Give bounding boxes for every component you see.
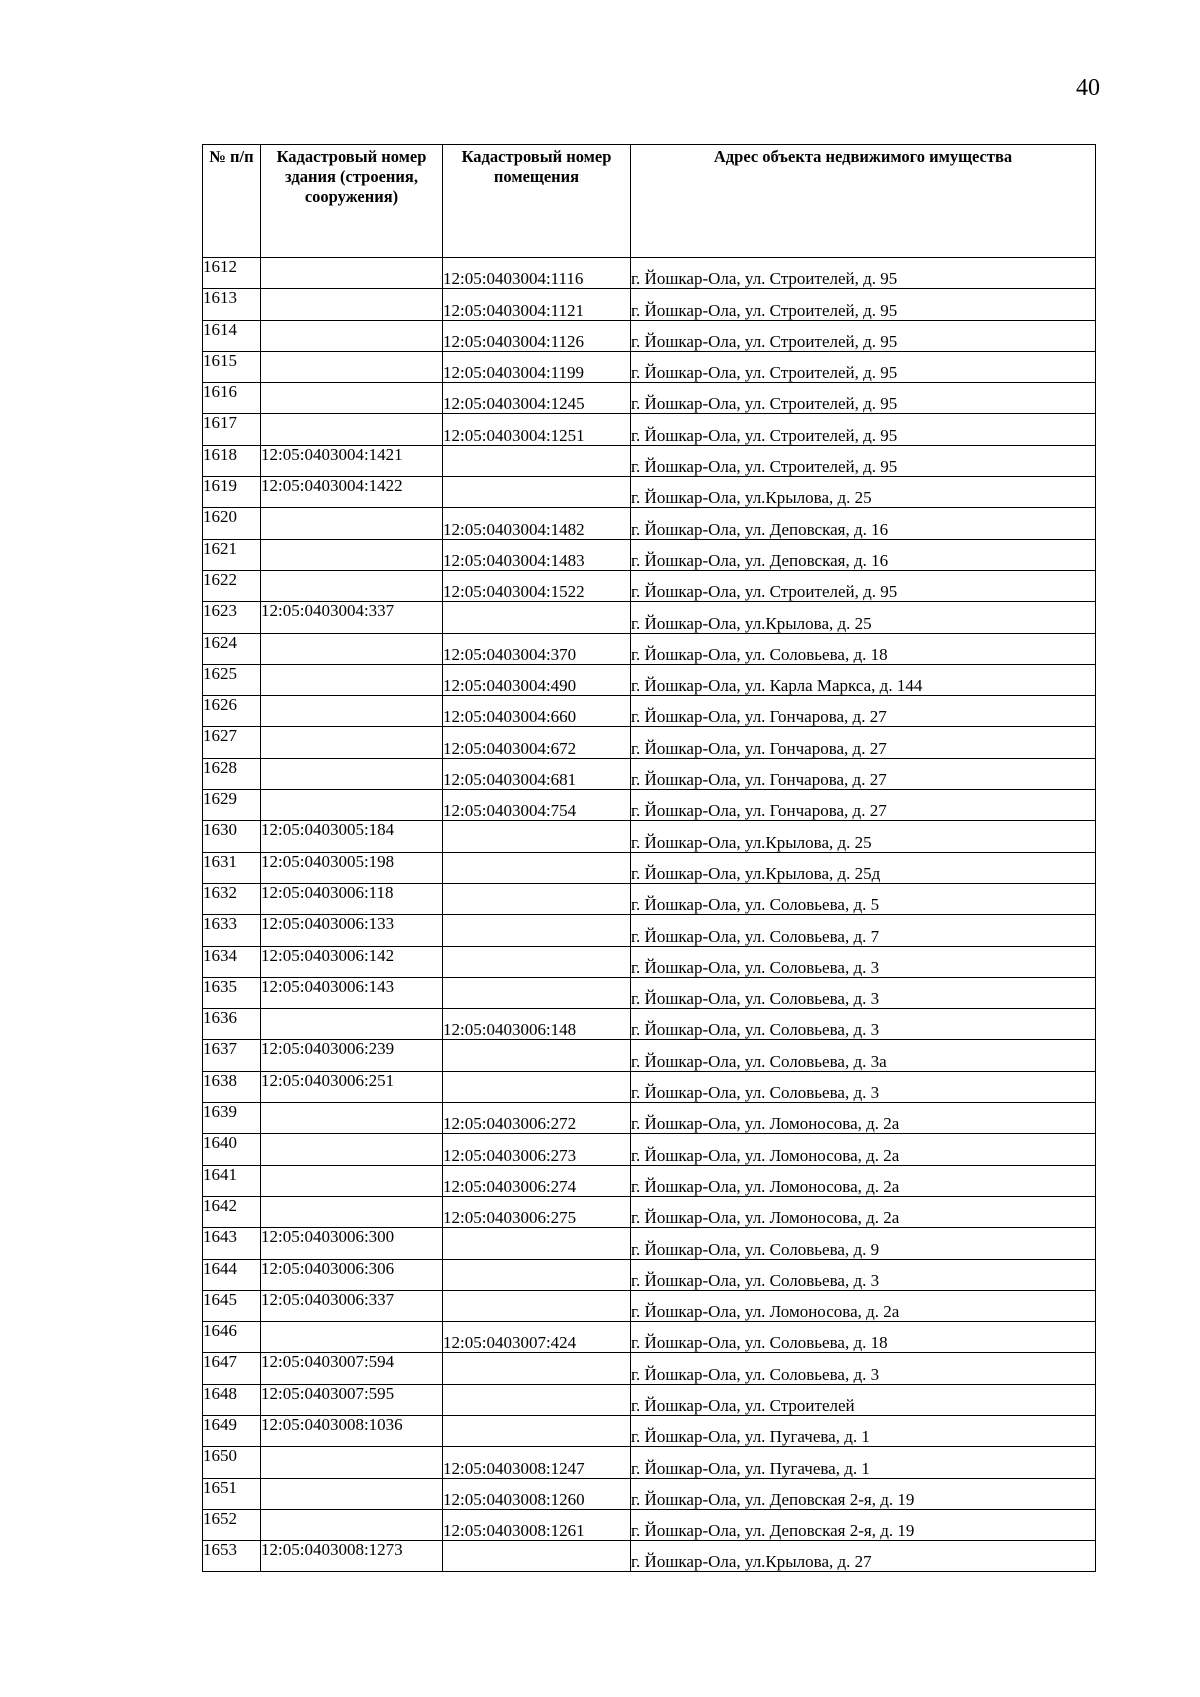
address-cell: г. Йошкар-Ола, ул. Пугачева, д. 1 <box>631 1447 1096 1478</box>
address-cell: г. Йошкар-Ола, ул. Ломоносова, д. 2а <box>631 1165 1096 1196</box>
building-cadastral-number-cell: 12:05:0403004:1421 <box>261 445 443 476</box>
row-number-cell: 1632 <box>203 883 261 914</box>
address-cell: г. Йошкар-Ола, ул. Гончарова, д. 27 <box>631 758 1096 789</box>
building-cadastral-number-cell: 12:05:0403007:595 <box>261 1384 443 1415</box>
room-cadastral-number-cell: 12:05:0403004:1199 <box>443 351 631 382</box>
room-cadastral-number-cell <box>443 977 631 1008</box>
building-cadastral-number-cell: 12:05:0403004:1422 <box>261 477 443 508</box>
room-cadastral-number-cell: 12:05:0403007:424 <box>443 1322 631 1353</box>
row-number-cell: 1630 <box>203 821 261 852</box>
room-cadastral-number-cell <box>443 1290 631 1321</box>
header-property-address: Адрес объекта недвижимого имущества <box>631 145 1096 258</box>
address-cell: г. Йошкар-Ола, ул. Соловьева, д. 18 <box>631 1322 1096 1353</box>
address-cell: г. Йошкар-Ола, ул. Строителей, д. 95 <box>631 445 1096 476</box>
room-cadastral-number-cell: 12:05:0403006:274 <box>443 1165 631 1196</box>
table-row <box>203 539 1096 570</box>
building-cadastral-number-cell <box>261 508 443 539</box>
building-cadastral-number-cell <box>261 258 443 289</box>
table-row <box>203 1509 1096 1540</box>
row-number-cell: 1620 <box>203 508 261 539</box>
building-cadastral-number-cell <box>261 414 443 445</box>
row-number-cell: 1613 <box>203 289 261 320</box>
room-cadastral-number-cell: 12:05:0403008:1260 <box>443 1478 631 1509</box>
room-cadastral-number-cell <box>443 915 631 946</box>
table-row <box>203 852 1096 883</box>
table-row <box>203 633 1096 664</box>
row-number-cell: 1622 <box>203 570 261 601</box>
header-room-cadastral-number: Кадастровый номер помещения <box>443 145 631 258</box>
row-number-cell: 1642 <box>203 1196 261 1227</box>
row-number-cell: 1639 <box>203 1103 261 1134</box>
room-cadastral-number-cell <box>443 1228 631 1259</box>
row-number-cell: 1652 <box>203 1509 261 1540</box>
address-cell: г. Йошкар-Ола, ул. Строителей, д. 95 <box>631 570 1096 601</box>
table-row <box>203 790 1096 821</box>
room-cadastral-number-cell: 12:05:0403004:1116 <box>443 258 631 289</box>
building-cadastral-number-cell <box>261 633 443 664</box>
table-row <box>203 477 1096 508</box>
building-cadastral-number-cell: 12:05:0403008:1036 <box>261 1415 443 1446</box>
building-cadastral-number-cell: 12:05:0403006:142 <box>261 946 443 977</box>
building-cadastral-number-cell <box>261 790 443 821</box>
building-cadastral-number-cell <box>261 351 443 382</box>
address-cell: г. Йошкар-Ола, ул. Строителей, д. 95 <box>631 414 1096 445</box>
address-cell: г. Йошкар-Ола, ул. Соловьева, д. 3 <box>631 1353 1096 1384</box>
building-cadastral-number-cell: 12:05:0403004:337 <box>261 602 443 633</box>
room-cadastral-number-cell <box>443 946 631 977</box>
room-cadastral-number-cell <box>443 852 631 883</box>
address-cell: г. Йошкар-Ола, ул. Соловьева, д. 3 <box>631 1071 1096 1102</box>
row-number-cell: 1636 <box>203 1009 261 1040</box>
table-row <box>203 1071 1096 1102</box>
row-number-cell: 1649 <box>203 1415 261 1446</box>
room-cadastral-number-cell: 12:05:0403004:1121 <box>443 289 631 320</box>
room-cadastral-number-cell: 12:05:0403008:1247 <box>443 1447 631 1478</box>
address-cell: г. Йошкар-Ола, ул. Соловьева, д. 18 <box>631 633 1096 664</box>
address-cell: г. Йошкар-Ола, ул. Соловьева, д. 3 <box>631 1009 1096 1040</box>
table-row <box>203 1353 1096 1384</box>
row-number-cell: 1644 <box>203 1259 261 1290</box>
table-row <box>203 1228 1096 1259</box>
row-number-cell: 1631 <box>203 852 261 883</box>
row-number-cell: 1647 <box>203 1353 261 1384</box>
building-cadastral-number-cell <box>261 1009 443 1040</box>
property-registry-table <box>202 144 1096 1572</box>
table-body <box>203 258 1096 1572</box>
address-cell: г. Йошкар-Ола, ул.Крылова, д. 25д <box>631 852 1096 883</box>
table-row <box>203 1384 1096 1415</box>
building-cadastral-number-cell <box>261 289 443 320</box>
table-row <box>203 1447 1096 1478</box>
row-number-cell: 1640 <box>203 1134 261 1165</box>
room-cadastral-number-cell <box>443 602 631 633</box>
room-cadastral-number-cell <box>443 1071 631 1102</box>
page-number: 40 <box>1076 75 1100 101</box>
table-row <box>203 727 1096 758</box>
building-cadastral-number-cell <box>261 1196 443 1227</box>
building-cadastral-number-cell: 12:05:0403006:239 <box>261 1040 443 1071</box>
table-row <box>203 977 1096 1008</box>
address-cell: г. Йошкар-Ола, ул. Ломоносова, д. 2а <box>631 1290 1096 1321</box>
table-row <box>203 696 1096 727</box>
address-cell: г. Йошкар-Ола, ул. Пугачева, д. 1 <box>631 1415 1096 1446</box>
building-cadastral-number-cell: 12:05:0403006:337 <box>261 1290 443 1321</box>
table-row <box>203 258 1096 289</box>
building-cadastral-number-cell <box>261 539 443 570</box>
room-cadastral-number-cell <box>443 1541 631 1572</box>
row-number-cell: 1612 <box>203 258 261 289</box>
room-cadastral-number-cell: 12:05:0403004:681 <box>443 758 631 789</box>
building-cadastral-number-cell <box>261 570 443 601</box>
table-row <box>203 383 1096 414</box>
table-row <box>203 758 1096 789</box>
row-number-cell: 1619 <box>203 477 261 508</box>
table-header <box>203 145 1096 258</box>
row-number-cell: 1650 <box>203 1447 261 1478</box>
row-number-cell: 1651 <box>203 1478 261 1509</box>
table-row <box>203 289 1096 320</box>
row-number-cell: 1614 <box>203 320 261 351</box>
address-cell: г. Йошкар-Ола, ул. Деповская, д. 16 <box>631 508 1096 539</box>
row-number-cell: 1617 <box>203 414 261 445</box>
address-cell: г. Йошкар-Ола, ул. Строителей, д. 95 <box>631 383 1096 414</box>
table-row <box>203 1040 1096 1071</box>
table-row <box>203 664 1096 695</box>
room-cadastral-number-cell: 12:05:0403004:1245 <box>443 383 631 414</box>
building-cadastral-number-cell <box>261 727 443 758</box>
table-row <box>203 946 1096 977</box>
table-row <box>203 821 1096 852</box>
building-cadastral-number-cell: 12:05:0403006:300 <box>261 1228 443 1259</box>
room-cadastral-number-cell <box>443 883 631 914</box>
row-number-cell: 1646 <box>203 1322 261 1353</box>
table-row <box>203 1322 1096 1353</box>
address-cell: г. Йошкар-Ола, ул. Соловьева, д. 3а <box>631 1040 1096 1071</box>
room-cadastral-number-cell: 12:05:0403004:1482 <box>443 508 631 539</box>
building-cadastral-number-cell <box>261 1447 443 1478</box>
building-cadastral-number-cell: 12:05:0403006:118 <box>261 883 443 914</box>
row-number-cell: 1635 <box>203 977 261 1008</box>
room-cadastral-number-cell <box>443 445 631 476</box>
building-cadastral-number-cell <box>261 664 443 695</box>
table-row <box>203 1196 1096 1227</box>
table-row <box>203 1259 1096 1290</box>
room-cadastral-number-cell: 12:05:0403004:660 <box>443 696 631 727</box>
table-row <box>203 1009 1096 1040</box>
room-cadastral-number-cell: 12:05:0403004:1126 <box>443 320 631 351</box>
building-cadastral-number-cell <box>261 758 443 789</box>
building-cadastral-number-cell <box>261 1103 443 1134</box>
address-cell: г. Йошкар-Ола, ул. Деповская 2-я, д. 19 <box>631 1509 1096 1540</box>
table-row <box>203 883 1096 914</box>
table-row <box>203 414 1096 445</box>
row-number-cell: 1634 <box>203 946 261 977</box>
address-cell: г. Йошкар-Ола, ул.Крылова, д. 25 <box>631 477 1096 508</box>
row-number-cell: 1626 <box>203 696 261 727</box>
address-cell: г. Йошкар-Ола, ул. Карла Маркса, д. 144 <box>631 664 1096 695</box>
room-cadastral-number-cell <box>443 821 631 852</box>
row-number-cell: 1641 <box>203 1165 261 1196</box>
row-number-cell: 1645 <box>203 1290 261 1321</box>
header-row-number: № п/п <box>203 145 261 258</box>
row-number-cell: 1621 <box>203 539 261 570</box>
address-cell: г. Йошкар-Ола, ул. Ломоносова, д. 2а <box>631 1103 1096 1134</box>
address-cell: г. Йошкар-Ола, ул. Соловьева, д. 5 <box>631 883 1096 914</box>
row-number-cell: 1637 <box>203 1040 261 1071</box>
table-row <box>203 1165 1096 1196</box>
building-cadastral-number-cell <box>261 1134 443 1165</box>
header-building-cadastral-number: Кадастровый номер здания (строения, сооружения) <box>261 145 443 258</box>
address-cell: г. Йошкар-Ола, ул. Соловьева, д. 3 <box>631 977 1096 1008</box>
address-cell: г. Йошкар-Ола, ул. Строителей <box>631 1384 1096 1415</box>
building-cadastral-number-cell: 12:05:0403008:1273 <box>261 1541 443 1572</box>
room-cadastral-number-cell <box>443 1353 631 1384</box>
table-row <box>203 570 1096 601</box>
address-cell: г. Йошкар-Ола, ул. Ломоносова, д. 2а <box>631 1134 1096 1165</box>
room-cadastral-number-cell: 12:05:0403006:272 <box>443 1103 631 1134</box>
row-number-cell: 1616 <box>203 383 261 414</box>
building-cadastral-number-cell <box>261 1478 443 1509</box>
room-cadastral-number-cell: 12:05:0403006:148 <box>443 1009 631 1040</box>
building-cadastral-number-cell: 12:05:0403006:306 <box>261 1259 443 1290</box>
table-row <box>203 602 1096 633</box>
table-row <box>203 1134 1096 1165</box>
building-cadastral-number-cell: 12:05:0403006:133 <box>261 915 443 946</box>
row-number-cell: 1615 <box>203 351 261 382</box>
row-number-cell: 1629 <box>203 790 261 821</box>
address-cell: г. Йошкар-Ола, ул. Ломоносова, д. 2а <box>631 1196 1096 1227</box>
row-number-cell: 1648 <box>203 1384 261 1415</box>
address-cell: г. Йошкар-Ола, ул. Гончарова, д. 27 <box>631 696 1096 727</box>
address-cell: г. Йошкар-Ола, ул. Строителей, д. 95 <box>631 320 1096 351</box>
room-cadastral-number-cell: 12:05:0403004:672 <box>443 727 631 758</box>
row-number-cell: 1638 <box>203 1071 261 1102</box>
room-cadastral-number-cell <box>443 1040 631 1071</box>
room-cadastral-number-cell <box>443 1384 631 1415</box>
row-number-cell: 1623 <box>203 602 261 633</box>
table-row <box>203 1290 1096 1321</box>
building-cadastral-number-cell: 12:05:0403006:251 <box>261 1071 443 1102</box>
address-cell: г. Йошкар-Ола, ул.Крылова, д. 25 <box>631 821 1096 852</box>
address-cell: г. Йошкар-Ола, ул. Соловьева, д. 3 <box>631 1259 1096 1290</box>
row-number-cell: 1633 <box>203 915 261 946</box>
row-number-cell: 1627 <box>203 727 261 758</box>
building-cadastral-number-cell <box>261 1322 443 1353</box>
table-row <box>203 1415 1096 1446</box>
building-cadastral-number-cell: 12:05:0403005:198 <box>261 852 443 883</box>
table-row <box>203 445 1096 476</box>
room-cadastral-number-cell: 12:05:0403004:370 <box>443 633 631 664</box>
room-cadastral-number-cell: 12:05:0403008:1261 <box>443 1509 631 1540</box>
table-row <box>203 508 1096 539</box>
building-cadastral-number-cell <box>261 1509 443 1540</box>
row-number-cell: 1624 <box>203 633 261 664</box>
room-cadastral-number-cell <box>443 1415 631 1446</box>
building-cadastral-number-cell: 12:05:0403007:594 <box>261 1353 443 1384</box>
address-cell: г. Йошкар-Ола, ул. Деповская, д. 16 <box>631 539 1096 570</box>
row-number-cell: 1618 <box>203 445 261 476</box>
address-cell: г. Йошкар-Ола, ул. Деповская 2-я, д. 19 <box>631 1478 1096 1509</box>
table-row <box>203 320 1096 351</box>
address-cell: г. Йошкар-Ола, ул. Строителей, д. 95 <box>631 258 1096 289</box>
address-cell: г. Йошкар-Ола, ул. Строителей, д. 95 <box>631 289 1096 320</box>
row-number-cell: 1643 <box>203 1228 261 1259</box>
address-cell: г. Йошкар-Ола, ул. Соловьева, д. 3 <box>631 946 1096 977</box>
building-cadastral-number-cell: 12:05:0403005:184 <box>261 821 443 852</box>
row-number-cell: 1625 <box>203 664 261 695</box>
table-row <box>203 351 1096 382</box>
building-cadastral-number-cell <box>261 383 443 414</box>
address-cell: г. Йошкар-Ола, ул. Соловьева, д. 7 <box>631 915 1096 946</box>
building-cadastral-number-cell <box>261 1165 443 1196</box>
address-cell: г. Йошкар-Ола, ул.Крылова, д. 27 <box>631 1541 1096 1572</box>
table-row <box>203 1103 1096 1134</box>
building-cadastral-number-cell <box>261 320 443 351</box>
row-number-cell: 1628 <box>203 758 261 789</box>
room-cadastral-number-cell: 12:05:0403004:1522 <box>443 570 631 601</box>
table-row <box>203 1478 1096 1509</box>
room-cadastral-number-cell: 12:05:0403004:1483 <box>443 539 631 570</box>
address-cell: г. Йошкар-Ола, ул. Строителей, д. 95 <box>631 351 1096 382</box>
address-cell: г. Йошкар-Ола, ул. Гончарова, д. 27 <box>631 790 1096 821</box>
address-cell: г. Йошкар-Ола, ул. Соловьева, д. 9 <box>631 1228 1096 1259</box>
room-cadastral-number-cell: 12:05:0403004:754 <box>443 790 631 821</box>
header-row <box>203 145 1096 258</box>
table-row <box>203 915 1096 946</box>
table-row <box>203 1541 1096 1572</box>
room-cadastral-number-cell: 12:05:0403006:275 <box>443 1196 631 1227</box>
room-cadastral-number-cell: 12:05:0403006:273 <box>443 1134 631 1165</box>
building-cadastral-number-cell: 12:05:0403006:143 <box>261 977 443 1008</box>
building-cadastral-number-cell <box>261 696 443 727</box>
address-cell: г. Йошкар-Ола, ул.Крылова, д. 25 <box>631 602 1096 633</box>
room-cadastral-number-cell: 12:05:0403004:1251 <box>443 414 631 445</box>
room-cadastral-number-cell: 12:05:0403004:490 <box>443 664 631 695</box>
room-cadastral-number-cell <box>443 477 631 508</box>
row-number-cell: 1653 <box>203 1541 261 1572</box>
address-cell: г. Йошкар-Ола, ул. Гончарова, д. 27 <box>631 727 1096 758</box>
room-cadastral-number-cell <box>443 1259 631 1290</box>
